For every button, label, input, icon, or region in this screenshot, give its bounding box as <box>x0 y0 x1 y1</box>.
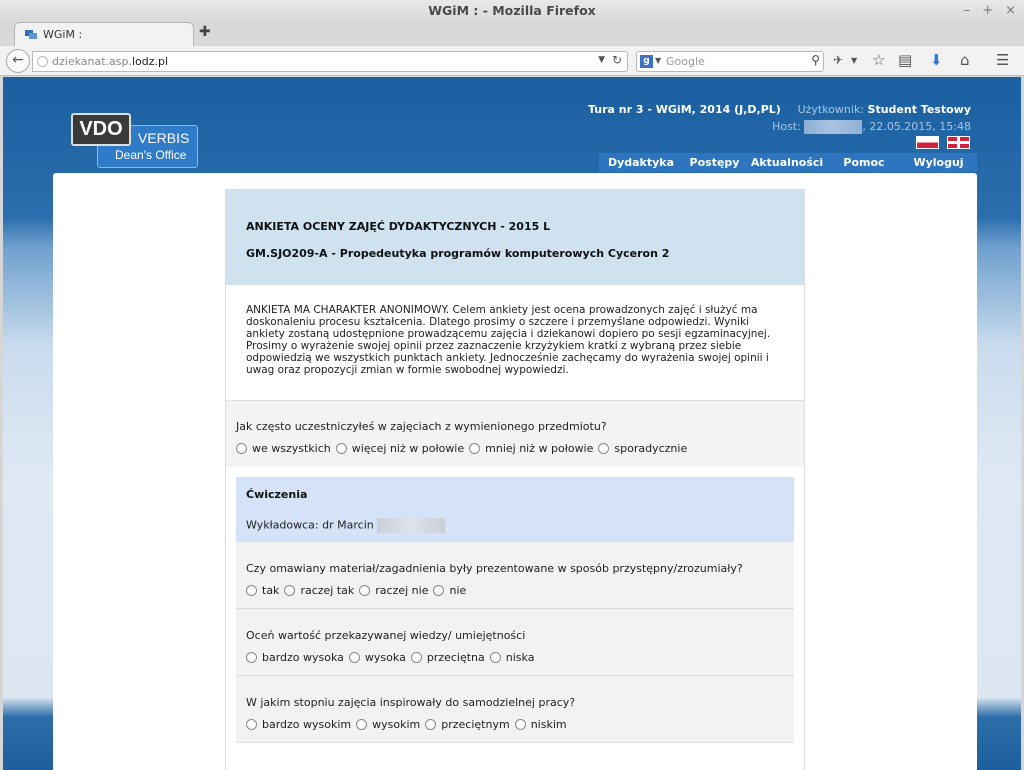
question-text: W jakim stopniu zajęcia inspirowały do samodzielnej pracy? <box>246 696 576 709</box>
menu-item-pomoc[interactable]: Pomoc <box>843 156 885 169</box>
question-attendance <box>226 400 804 467</box>
radio-button[interactable] <box>359 585 370 596</box>
radio-button[interactable] <box>469 443 480 454</box>
search-icon[interactable]: ⚲ <box>811 53 820 67</box>
question-text: Czy omawiany materiał/zagadnienia były prezentowane w sposób przystępny/zrozumiały? <box>246 562 743 575</box>
survey-header <box>226 190 804 285</box>
lecturer: Wykładowca: dr Marcin <box>246 518 784 533</box>
host-label: Host: <box>772 120 801 133</box>
answer-options <box>246 651 784 664</box>
radio-button[interactable] <box>246 585 257 596</box>
menu-item-aktualnosci[interactable]: Aktualności <box>750 156 824 169</box>
section-title: Ćwiczenia <box>246 488 308 501</box>
survey-intro: ANKIETA MA CHARAKTER ANONIMOWY. Celem ankiety jest ocena prowadzonych zajęć i służyć ma doskonaleniu procesu kształcenia. Dlatego prosimy o szczere i przemyślane odpowiedzi. Wyniki ankiety zostaną udostępnione prowadzącemu zajęcia i dziekanowi dopiero po sesji egzaminacyjnej. Prosimy o wyrażenie swojej opinii przez zaznaczenie krzyżykiem kratki z wybraną przez siebie odpowiedzią we wszystkich punktach ankiety. Jednocześnie zachęcamy do wyrażenia swojej opinii i uwag oraz propozycji zmian w formie swobodnej wypowiedzi. <box>246 304 771 376</box>
bookmark-star-icon[interactable]: ☆ <box>872 51 886 69</box>
reload-icon[interactable]: ↻ <box>611 53 622 67</box>
host-datetime: , 22.05.2015, 15:48 <box>862 120 971 133</box>
reading-list-icon[interactable]: ▤ <box>898 51 913 69</box>
menu-item-wyloguj[interactable]: Wyloguj <box>913 156 964 169</box>
logo-subtitle: Dean's Office <box>115 148 187 162</box>
back-button[interactable] <box>6 49 30 73</box>
radio-button[interactable] <box>236 443 247 454</box>
window-titlebar <box>0 0 1024 22</box>
radio-button[interactable] <box>246 719 257 730</box>
minimize-icon[interactable]: – <box>963 3 971 18</box>
host-info <box>772 120 971 134</box>
tura-info: Tura nr 3 - WGiM, 2014 (J,D,PL) <box>588 103 781 116</box>
google-engine-icon[interactable]: g <box>640 55 653 68</box>
url-text: dziekanat.asp.lodz.pl <box>52 55 169 68</box>
answer-option[interactable]: przeciętnym <box>425 718 509 731</box>
content-area <box>53 173 977 770</box>
user-label: Użytkownik: <box>797 103 865 116</box>
answer-option[interactable]: przeciętna <box>411 651 485 664</box>
question-inspiration <box>236 676 794 743</box>
answer-option[interactable]: sporadycznie <box>598 442 687 455</box>
radio-button[interactable] <box>356 719 367 730</box>
search-placeholder: Google <box>666 55 705 68</box>
answer-option[interactable]: niskim <box>515 718 567 731</box>
addon-dropdown-icon[interactable]: ▼ <box>851 56 858 65</box>
answer-options <box>246 718 784 731</box>
url-bar[interactable] <box>32 51 628 72</box>
survey-course: GM.SJO209-A - Propedeutyka programów komputerowych Cyceron 2 <box>246 247 670 260</box>
logo-verbis: VERBIS <box>138 130 190 146</box>
user-info <box>798 103 971 116</box>
new-tab-button[interactable]: ✚ <box>199 24 211 40</box>
lecturer-redacted <box>377 518 445 533</box>
tab-label: WGiM : <box>43 28 83 41</box>
answer-option[interactable]: bardzo wysoka <box>246 651 344 664</box>
answer-option[interactable]: we wszystkich <box>236 442 331 455</box>
window-title: WGiM : - Mozilla Firefox <box>428 3 596 18</box>
page-viewport <box>3 77 1021 770</box>
question-clarity <box>236 542 794 609</box>
favicon-icon <box>25 29 38 40</box>
answer-options <box>236 442 794 455</box>
history-dropdown-icon[interactable]: ▼ <box>598 55 605 65</box>
radio-button[interactable] <box>490 652 501 663</box>
host-redacted <box>804 120 862 134</box>
tab-strip <box>0 22 1024 46</box>
answer-option[interactable]: raczej tak <box>284 584 354 597</box>
survey-title: ANKIETA OCENY ZAJĘĆ DYDAKTYCZNYCH - 2015 L <box>246 220 551 233</box>
radio-button[interactable] <box>433 585 444 596</box>
home-icon[interactable]: ⌂ <box>960 51 970 69</box>
answer-option[interactable]: wysokim <box>356 718 420 731</box>
nav-toolbar <box>0 46 1024 76</box>
radio-button[interactable] <box>246 652 257 663</box>
main-menu <box>599 153 977 172</box>
user-name: Student Testowy <box>867 103 971 116</box>
answer-option[interactable]: bardzo wysokim <box>246 718 351 731</box>
section-header <box>236 477 794 542</box>
browser-tab[interactable] <box>14 22 194 47</box>
radio-button[interactable] <box>411 652 422 663</box>
answer-options <box>246 584 784 597</box>
answer-option[interactable]: mniej niż w połowie <box>469 442 593 455</box>
answer-option[interactable]: niska <box>490 651 535 664</box>
back-arrow-icon: ← <box>12 52 24 68</box>
section-cwiczenia <box>236 477 794 743</box>
english-flag-icon[interactable] <box>947 136 970 149</box>
polish-flag-icon[interactable] <box>916 136 939 149</box>
logo-vdo: VDO <box>71 113 131 146</box>
radio-button[interactable] <box>349 652 360 663</box>
maximize-icon[interactable]: + <box>982 3 994 18</box>
engine-dropdown-icon[interactable]: ▼ <box>655 56 662 65</box>
question-knowledge <box>236 609 794 676</box>
radio-button[interactable] <box>284 585 295 596</box>
answer-option[interactable]: tak <box>246 584 279 597</box>
addon-icon[interactable]: ✈ <box>833 53 844 67</box>
answer-option[interactable]: nie <box>433 584 466 597</box>
menu-item-postepy[interactable]: Postępy <box>689 156 740 169</box>
answer-option[interactable]: wysoka <box>349 651 406 664</box>
menu-item-dydaktyka[interactable]: Dydaktyka <box>607 156 675 169</box>
menu-icon[interactable]: ☰ <box>996 51 1010 69</box>
radio-button[interactable] <box>598 443 609 454</box>
question-text: Oceń wartość przekazywanej wiedzy/ umiejętności <box>246 629 526 642</box>
globe-icon <box>37 56 48 67</box>
download-icon[interactable]: ⬇ <box>930 51 943 69</box>
site-logo[interactable] <box>71 113 198 168</box>
question-text: Jak często uczestniczyłeś w zajęciach z wymienionego przedmiotu? <box>236 420 607 433</box>
radio-button[interactable] <box>336 443 347 454</box>
survey-panel <box>225 189 805 770</box>
search-bar[interactable] <box>636 51 824 72</box>
radio-button[interactable] <box>425 719 436 730</box>
answer-option[interactable]: raczej nie <box>359 584 428 597</box>
close-icon[interactable]: × <box>1005 3 1016 18</box>
answer-option[interactable]: więcej niż w połowie <box>336 442 464 455</box>
radio-button[interactable] <box>515 719 526 730</box>
